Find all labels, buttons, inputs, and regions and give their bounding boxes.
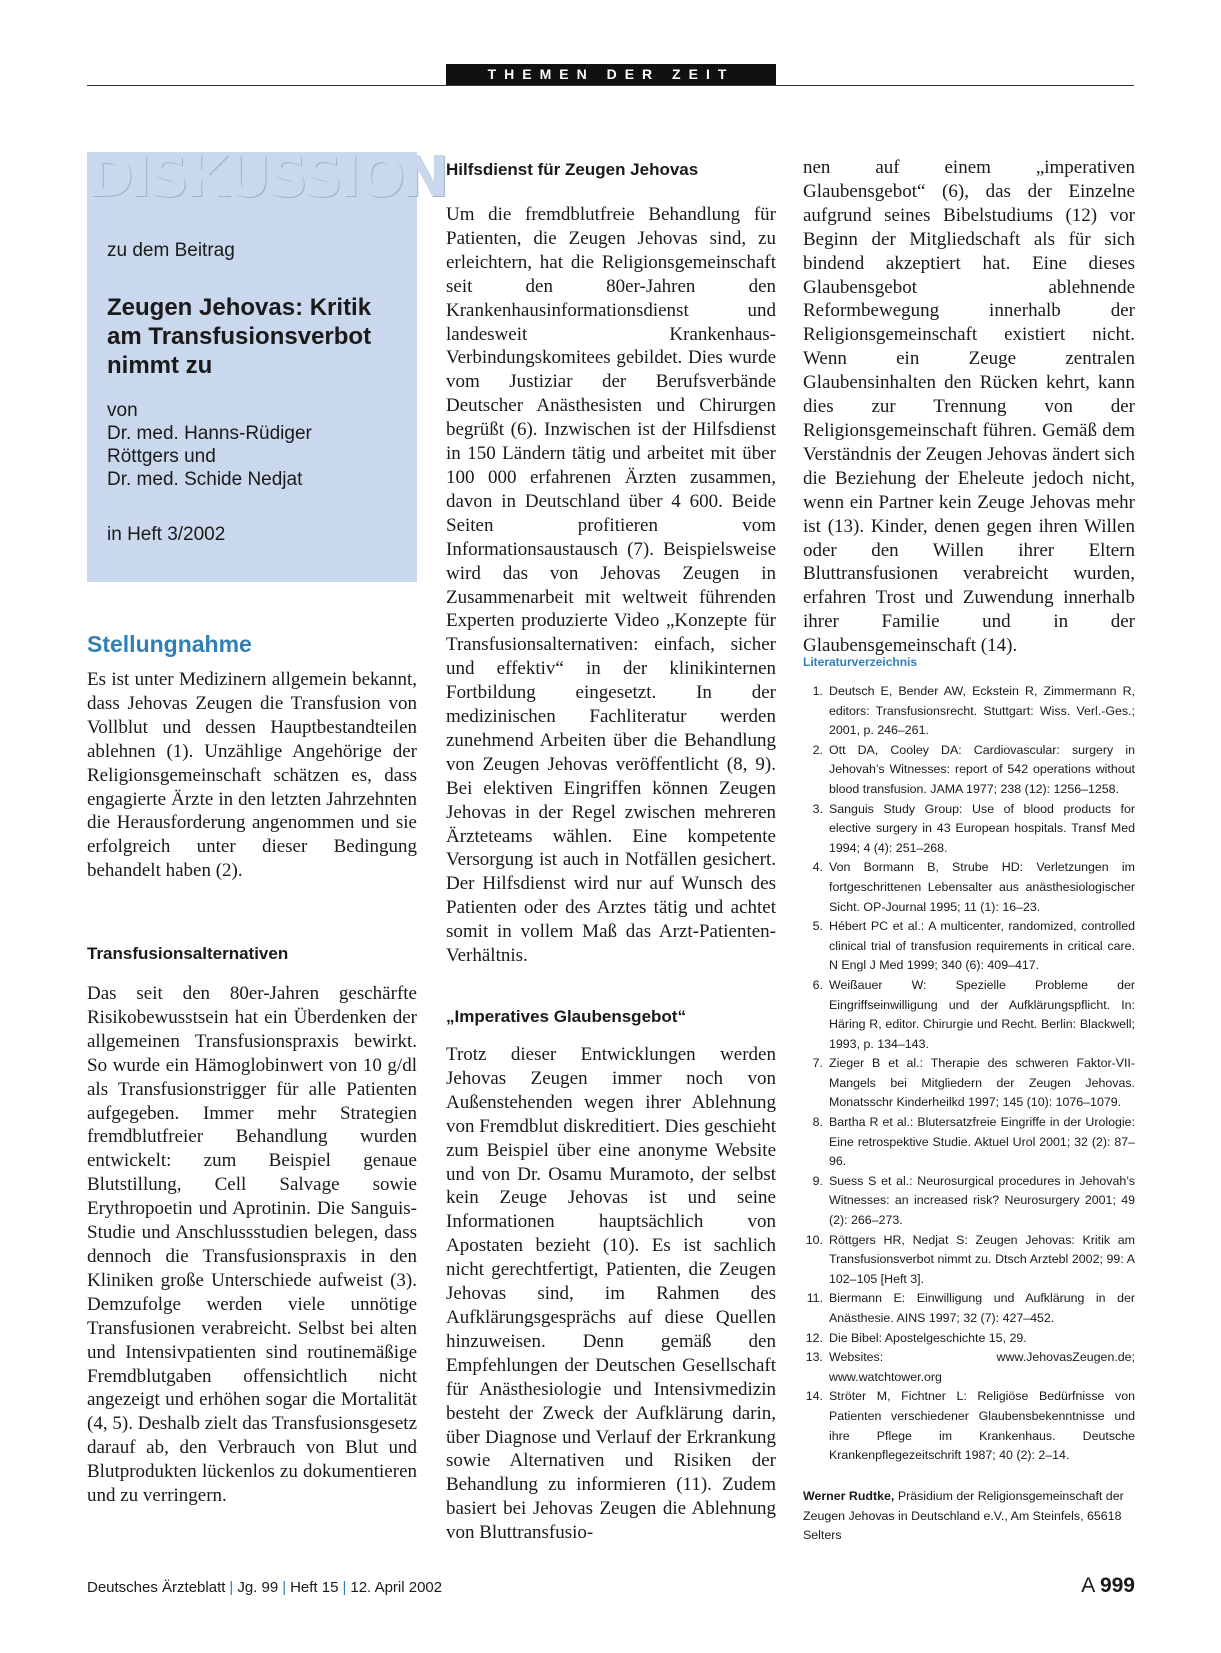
paragraph: Das seit den 80er-Jahren geschärfte Risikobewusstsein hat ein Überdenken der allgemeinen Transfusionspraxis bewirkt. So wurde ein Hämoglobinwert von 10 g/dl als Transfusionstrigger für alle Patienten aufgegeben. Immer mehr Strategien fremdblutfreier Behandlung wurden entwickelt: zum Beispiel genaue Blutstillung, Cell Salvage sowie Erythropoetin und Aprotinin. Die Sanguis-Studie und Anschlussstudien belegen, dass dennoch die Transfusionspraxis in den Kliniken große Unterschiede aufweist (3). Demzufolge werden viele unnötige Transfusionen verabreicht. Selbst bei alten und Intensivpatienten sind routinemäßige Fremdblutgaben offensichtlich nicht angezeigt und erhöhen sogar die Mortalität (4, 5). Deshalb zielt das Transfusionsgesetz darauf ab, den Verbrauch von Blut und Blutprodukten lückenlos zu dokumentieren und zu verringern. <box>87 983 417 1507</box>
byline-line: Dr. med. Schide Nedjat <box>107 469 303 490</box>
page-number <box>1081 1574 1135 1598</box>
discussion-heading: DISKUSSION <box>87 145 446 210</box>
paragraph: Es ist unter Medizinern allgemein bekannt, dass Jehovas Zeugen die Transfusion von Vollblut und dessen Hauptbestandteilen ablehnen (1). Unzählige Angehörige der Religionsgemeinschaft schätzen es, dass engagierte Ärzte in den letzten Jahrzehnten die Herausforderung angenommen und sie erfolgreich unter dieser Bedingung behandelt haben (2). <box>87 669 417 882</box>
byline-line: Dr. med. Hanns-Rüdiger <box>107 423 312 444</box>
reference-item: 13. Websites: www.JehovasZeugen.de; www.watchtower.org <box>805 1350 1135 1384</box>
author-signature <box>803 1487 1135 1546</box>
reference-item: 6. Weißauer W: Spezielle Probleme der Eingriffseinwilligung und der Aufklärungspflicht. In: Häring R, editor. Chirurgie und Recht. Berlin: Blackwell; 1993, p. 134–143. <box>812 977 1135 1051</box>
footer-separator: | <box>342 1579 347 1596</box>
footer-separator: | <box>282 1579 287 1596</box>
paragraph: nen auf einem „imperativen Glaubensgebot“ (6), das der Einzelne aufgrund seines Bibelstudiums (12) vor Beginn der Mitgliedschaft als für sich bindend akzeptiert hat. Eine dieses Glaubensgebot ablehnende Reformbewegung innerhalb der Religionsgemeinschaft existiert nicht. Wenn ein Zeuge zentralen Glaubensinhalten den Rücken kehrt, kann dies zur Trennung von der Religionsgemeinschaft führen. Gemäß dem Verständnis der Zeugen Jehovas ändert sich die Beziehung der Eheleute jedoch nicht, wenn ein Partner kein Zeuge Jehovas mehr ist (13). Kinder, denen gegen ihren Willen oder den Willen ihrer Eltern Bluttransfusionen verabreicht wurden, erfahren Trost und Zuwendung innerhalb ihrer Familie und in der Glaubensgemeinschaft (14). <box>803 157 1135 657</box>
reference-item: 14. Ströter M, Fichtner L: Religiöse Bedürfnisse von Patienten verschiedener Glaubensbekenntnisse und ihre Pflege im Krankenhaus. Deutsche Krankenpflegezeitschrift 1987; 40 (2): 2–14. <box>805 1389 1135 1463</box>
author-name: Werner Rudtke, <box>803 1489 895 1503</box>
reference-item: 2. Ott DA, Cooley DA: Cardiovascular: surgery in Jehovah’s Witnesses: report of 542 operations without blood transfusion. JAMA 1977; 238 (12): 1256–1258. <box>812 742 1135 796</box>
subheading: Hilfsdienst für Zeugen Jehovas <box>446 160 699 179</box>
byline <box>107 399 407 491</box>
page-prefix: A <box>1081 1574 1095 1597</box>
references-heading: Literaturverzeichnis <box>803 655 918 669</box>
subheading: „Imperatives Glaubensgebot“ <box>446 1007 686 1026</box>
article-title: Zeugen Jehovas: Kritik am Transfusionsverbot nimmt zu <box>107 294 372 379</box>
reference-item: 7. Zieger B et al.: Therapie des schweren Faktor-VII-Mangels bei Mitgliedern der Zeugen Jehovas. Monatsschr Kinderheilkd 1997; 145 (10): 1076–1079. <box>812 1056 1135 1110</box>
subheading: Transfusionsalternativen <box>87 944 289 963</box>
reference-item: 10. Röttgers HR, Nedjat S: Zeugen Jehovas: Kritik am Transfusionsverbot nimmt zu. Dtsch Arztebl 2002; 99: A 102–105 [Heft 3]. <box>805 1232 1135 1286</box>
paragraph: Um die fremdblutfreie Behandlung für Patienten, die Zeugen Jehovas sind, zu erleichtern, hat die Religionsgemeinschaft seit den 80er-Jahren den Krankenhausinformationsdienst und landesweit Krankenhaus-Verbindungskomitees gebildet. Dies wurde vom Justiziar der Berufsverbände Deutscher Anästhesisten und Chirurgen begrüßt (6). Inzwischen ist der Hilfsdienst in 150 Ländern tätig und arbeitet mit über 100 000 erfahrenen Ärzten zusammen, davon in Deutschland über 4 600. Beide Seiten profitieren vom Informationsaustausch (7). Beispielsweise wird das von Jehovas Zeugen in Zusammenarbeit mit weltweit führenden Experten produzierte Video „Konzepte für Transfusionsalternativen: einfach, sicher und effektiv“ in der klinikinternen Fortbildung eingesetzt. In der medizinischen Fachliteratur werden zunehmend Arbeiten über die Behandlung von Zeugen Jehovas veröffentlicht (8, 9). Bei elektiven Eingriffen können Zeugen Jehovas in der Regel zwischen mehreren Ärzteteams wählen. Eine kompetente Versorgung ist auch in Notfällen gesichert. Der Hilfsdienst wird nur auf Wunsch des Patienten oder des Arztes tätig und achtet somit in vollem Maß das Arzt-Patienten-Verhältnis. <box>446 204 776 967</box>
page-footer <box>87 1579 442 1596</box>
issue-reference: in Heft 3/2002 <box>107 524 226 545</box>
author-affiliation: Präsidium der Religionsgemeinschaft der Zeugen Jehovas in Deutschland e.V., Am Steinfels, 65618 Selters <box>803 1489 1124 1543</box>
box-intro: zu dem Beitrag <box>107 240 235 261</box>
byline-line: Röttgers und <box>107 446 216 467</box>
issue-number: Heft 15 <box>290 1579 339 1596</box>
reference-item: 1. Deutsch E, Bender AW, Eckstein R, Zimmermann R, editors: Transfusionsrecht. Stuttgart: Wiss. Verl.-Ges.; 2001, p. 246–261. <box>812 684 1135 738</box>
header-rule <box>87 85 1134 86</box>
issue-date: 12. April 2002 <box>350 1579 443 1596</box>
footer-separator: | <box>229 1579 234 1596</box>
section-title: Stellungnahme <box>87 631 252 657</box>
reference-item: 5. Hébert PC et al.: A multicenter, randomized, controlled clinical trial of transfusion requirements in critical care. N Engl J Med 1999; 340 (6): 409–417. <box>812 919 1135 973</box>
reference-item: 8. Bartha R et al.: Blutersatzfreie Eingriffe in der Urologie: Eine retrospektive Studie. Aktuel Urol 2001; 32 (2): 87–96. <box>812 1115 1135 1169</box>
reference-item: 3. Sanguis Study Group: Use of blood products for elective surgery in 43 European hospitals. Transf Med 1994; 4 (4): 251–268. <box>812 801 1135 855</box>
references-list <box>803 682 1135 1466</box>
byline-line: von <box>107 400 138 421</box>
journal-name: Deutsches Ärzteblatt <box>87 1579 226 1596</box>
reference-item: 9. Suess S et al.: Neurosurgical procedures in Jehovah’s Witnesses: an increased risk? Neurosurgery 2001; 49 (2): 266–273. <box>812 1173 1135 1228</box>
reference-item: 11. Biermann E: Einwilligung und Aufklärung in der Anästhesie. AINS 1997; 32 (7): 427–452. <box>806 1291 1135 1325</box>
reference-item: 4. Von Bormann B, Strube HD: Verletzungen im fortgeschrittenen Lebensalter aus anästhesiologischer Sicht. OP-Journal 1995; 11 (1): 16–23. <box>812 860 1135 914</box>
page-number-value: 999 <box>1099 1574 1135 1597</box>
reference-item: 12. Die Bibel: Apostelgeschichte 15, 29. <box>805 1330 1027 1345</box>
paragraph: Trotz dieser Entwicklungen werden Jehovas Zeugen immer noch von Außenstehenden wegen ihrer Ablehnung von Fremdblut diskreditiert. Dies geschieht zum Beispiel über eine anonyme Website und von Dr. Osamu Muramoto, der selbst kein Zeuge Jehovas ist und seine Informationen hauptsächlich von Apostaten bezieht (10). Es ist sachlich nicht gerechtfertigt, Patienten, die Zeugen Jehovas sind, im Rahmen des Aufklärungsgesprächs auf diese Quellen hinzuweisen. Denn gemäß den Empfehlungen der Deutschen Gesellschaft für Anästhesiologie und Intensivmedizin besteht der Zweck der Aufklärung darin, über Diagnose und Verlauf der Erkrankung sowie Alternativen und Risiken der Behandlung zu informieren (11). Zudem basiert bei Jehovas Zeugen die Ablehnung von Bluttransfusio- <box>446 1044 776 1544</box>
section-header: THEMEN DER ZEIT <box>446 64 776 85</box>
volume: Jg. 99 <box>237 1579 279 1596</box>
